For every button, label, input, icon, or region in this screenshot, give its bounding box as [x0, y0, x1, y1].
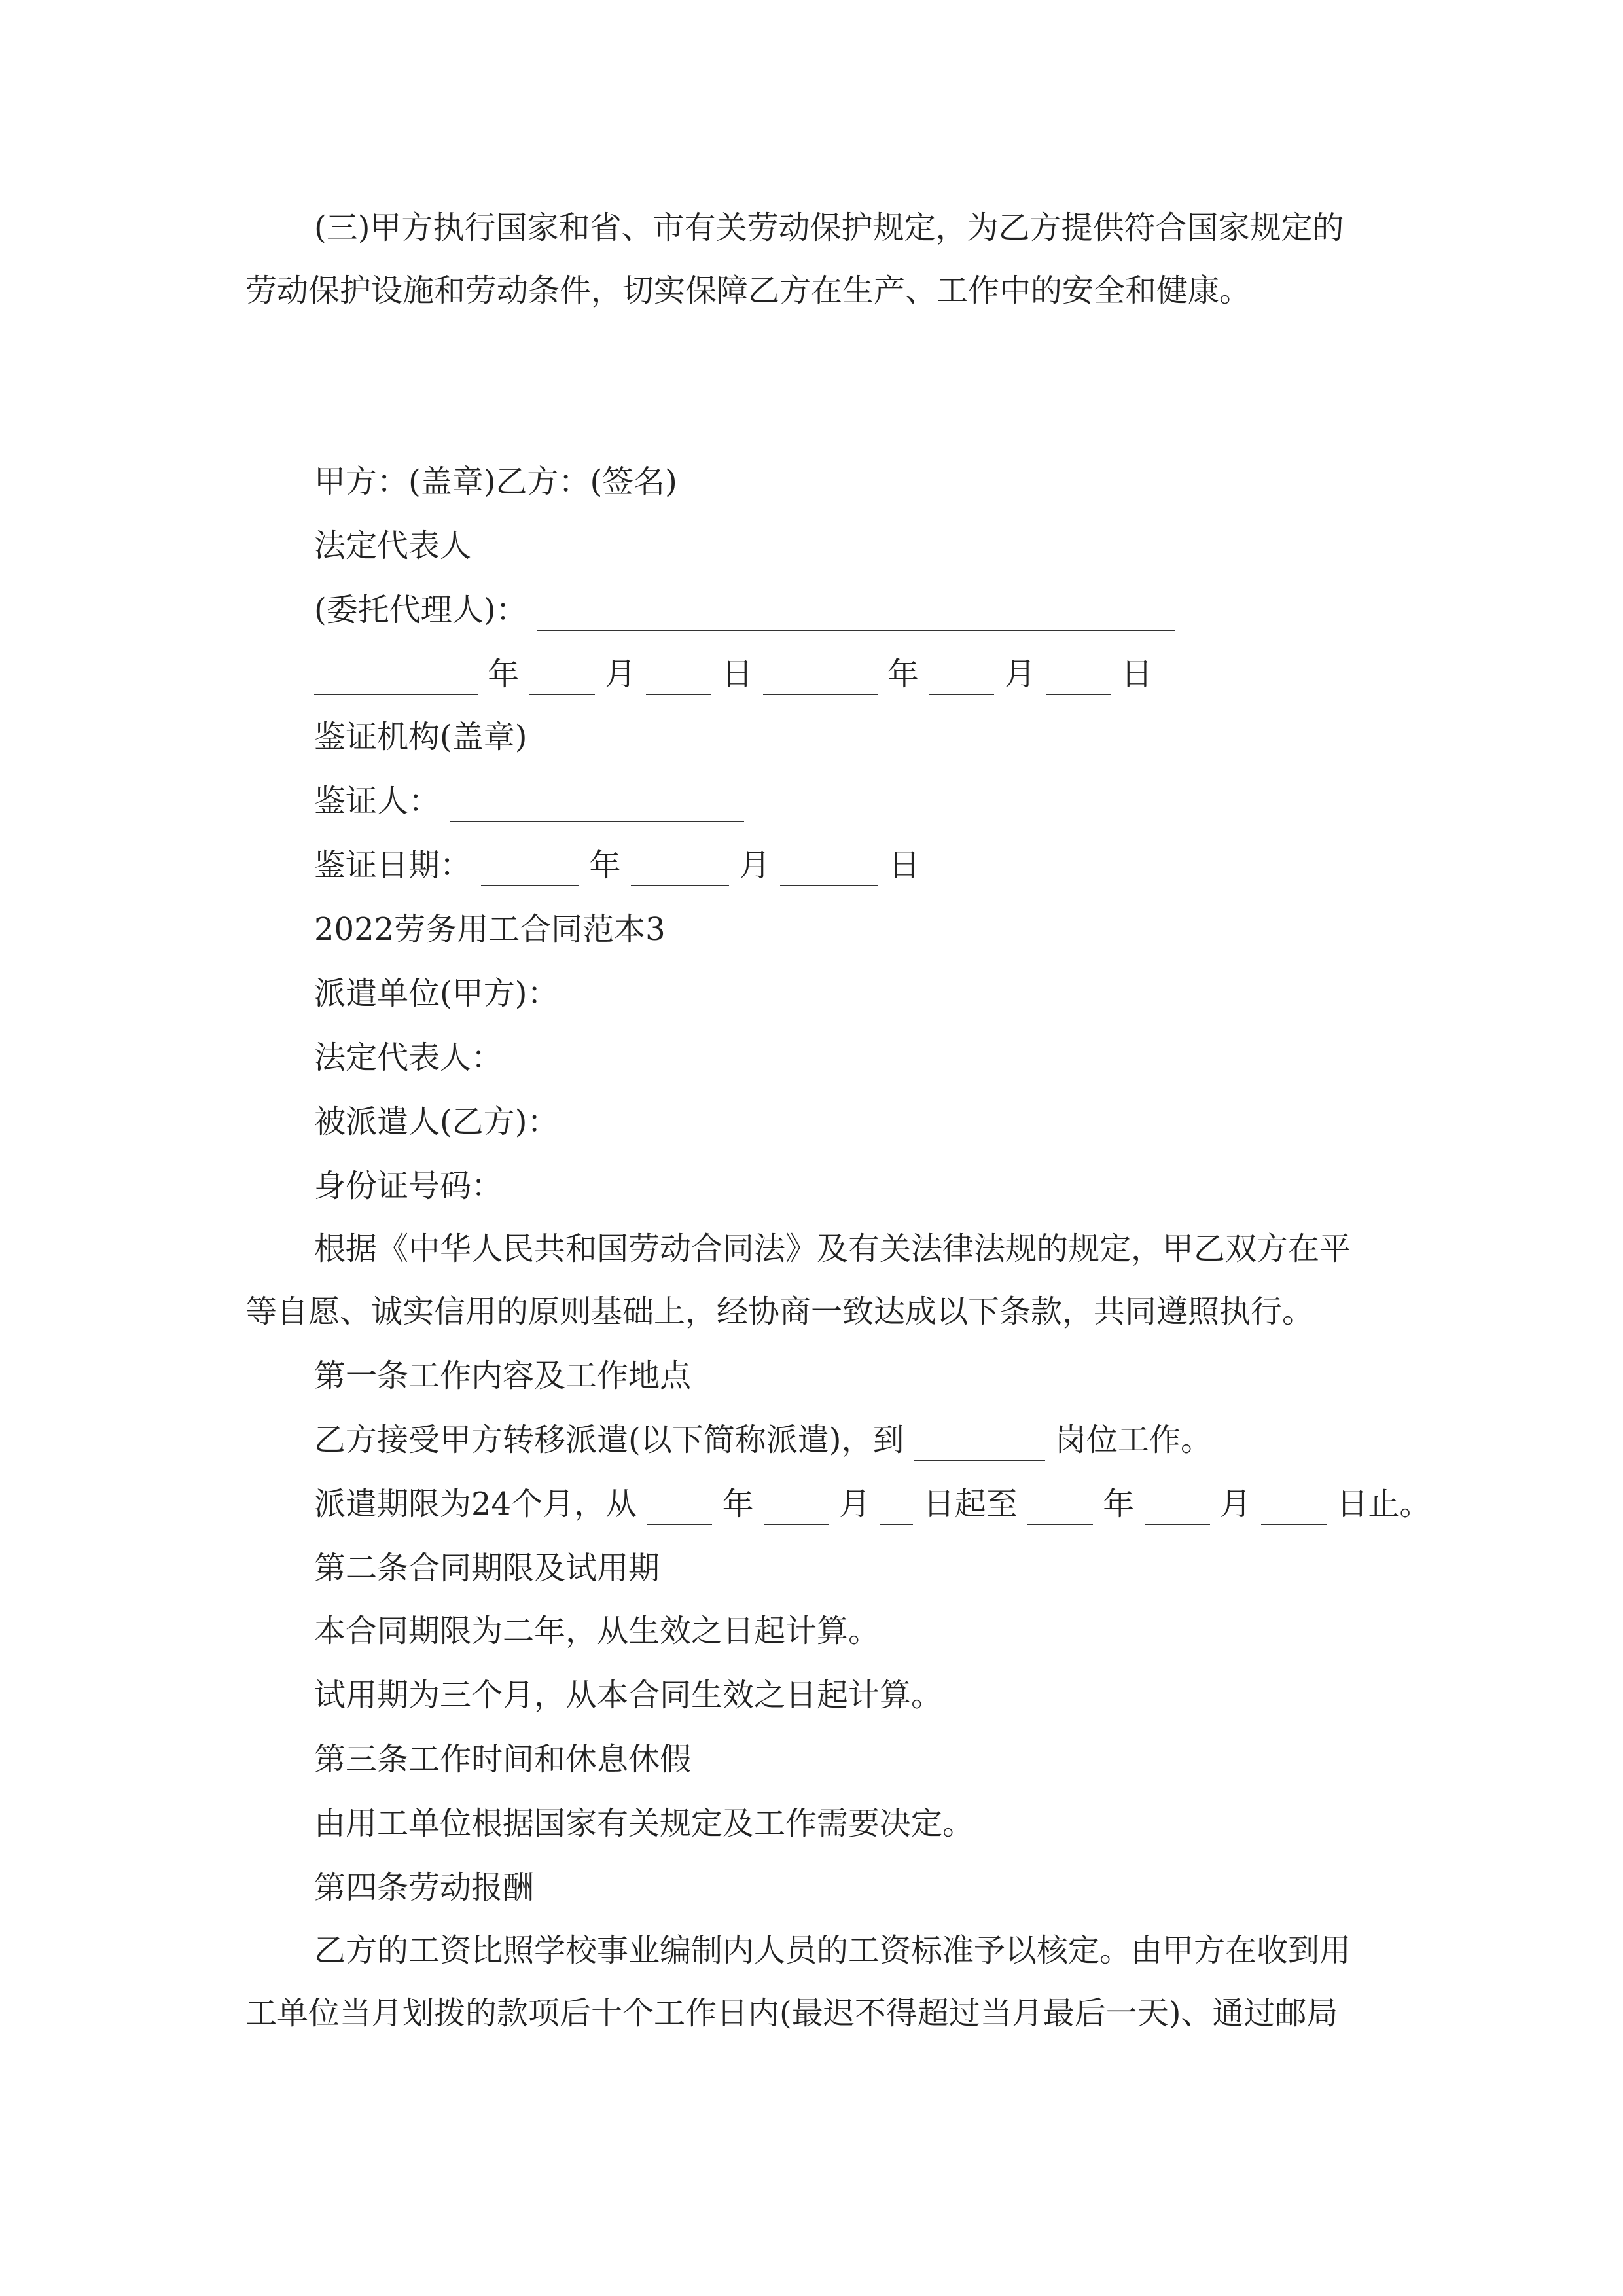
- article-1-post-prefix: 乙方接受甲方转移派遣(以下简称派遣)，到: [314, 1422, 904, 1458]
- year-blank-2: [763, 693, 878, 695]
- month-label-1: 月: [604, 656, 636, 692]
- basis-line-2: 等自愿、诚实信用的原则基础上，经协商一致达成以下条款，共同遵照执行。: [245, 1293, 1314, 1330]
- term-day-blank-2: [1261, 1523, 1327, 1525]
- day-blank-2: [1046, 693, 1111, 695]
- term-year-blank-2: [1027, 1523, 1093, 1525]
- vd-month-label: 月: [739, 847, 771, 884]
- verifier-blank: [450, 820, 744, 822]
- article-3-title: 第三条工作时间和休息休假: [314, 1741, 692, 1778]
- day-label-1: 日: [721, 656, 753, 692]
- article-4-line-1: 乙方的工资比照学校事业编制内人员的工资标准予以核定。由甲方在收到用: [314, 1932, 1351, 1969]
- agent-row: [314, 589, 1175, 631]
- term-day-blank-1: [880, 1523, 913, 1525]
- post-blank: [914, 1459, 1045, 1461]
- term-year-1: 年: [722, 1486, 754, 1522]
- agent-label: (委托代理人)：: [314, 592, 527, 628]
- day-label-2: 日: [1121, 656, 1153, 692]
- term-month-1: 月: [839, 1486, 871, 1522]
- year-label-1: 年: [488, 656, 520, 692]
- vd-month-blank: [631, 884, 729, 886]
- month-blank-1: [529, 693, 595, 695]
- basis-line-1: 根据《中华人民共和国劳动合同法》及有关法律法规的规定，甲乙双方在平: [314, 1230, 1351, 1267]
- sign-parties: 甲方：(盖章)乙方：(签名): [314, 463, 677, 500]
- dispatch-unit: 派遣单位(甲方)：: [314, 975, 559, 1012]
- term-year-blank-1: [647, 1523, 712, 1525]
- vd-day-label: 日: [888, 847, 920, 884]
- verification-date-row: [314, 844, 920, 886]
- clause-3-line-1: (三)甲方执行国家和省、市有关劳动保护规定，为乙方提供符合国家规定的: [314, 209, 1344, 246]
- legal-representative-2: 法定代表人：: [314, 1039, 503, 1076]
- verifier-label: 鉴证人：: [314, 783, 440, 819]
- day-blank-1: [646, 693, 711, 695]
- clause-3-paragraph: [245, 207, 1344, 312]
- article-2-title: 第二条合同期限及试用期: [314, 1550, 660, 1587]
- agent-blank: [537, 629, 1175, 631]
- year-blank-1: [314, 693, 478, 695]
- sample-title: 2022劳务用工合同范本3: [314, 911, 666, 948]
- verifier-row: [314, 780, 744, 822]
- term-month-blank-2: [1145, 1523, 1210, 1525]
- article-3-body: 由用工单位根据国家有关规定及工作需要决定。: [314, 1805, 974, 1842]
- basis-paragraph: [245, 1228, 1351, 1333]
- article-1-post-suffix: 岗位工作。: [1055, 1422, 1213, 1458]
- article-1-post-row: [314, 1419, 1212, 1461]
- article-4-paragraph: [245, 1929, 1351, 2034]
- term-month-2: 月: [1219, 1486, 1251, 1522]
- term-day-1: 日起至: [923, 1486, 1018, 1522]
- vd-year-blank: [481, 884, 579, 886]
- term-year-2: 年: [1103, 1486, 1135, 1522]
- month-label-2: 月: [1004, 656, 1036, 692]
- id-number: 身份证号码：: [314, 1168, 503, 1204]
- term-prefix: 派遣期限为24个月，从: [314, 1486, 637, 1522]
- verification-date-label: 鉴证日期：: [314, 847, 472, 884]
- article-1-title: 第一条工作内容及工作地点: [314, 1357, 692, 1394]
- clause-3-line-2: 劳动保护设施和劳动条件，切实保障乙方在生产、工作中的安全和健康。: [245, 272, 1251, 309]
- article-2-probation: 试用期为三个月，从本合同生效之日起计算。: [314, 1677, 943, 1713]
- legal-representative-label: 法定代表人: [314, 528, 472, 564]
- signing-date-row: [314, 653, 1152, 695]
- month-blank-2: [929, 693, 994, 695]
- article-4-line-2: 工单位当月划拨的款项后十个工作日内(最迟不得超过当月最后一天)、通过邮局: [245, 1995, 1338, 2032]
- year-label-2: 年: [887, 656, 919, 692]
- dispatched-person: 被派遣人(乙方)：: [314, 1103, 559, 1140]
- term-day-2: 日止。: [1336, 1486, 1431, 1522]
- term-month-blank-1: [764, 1523, 829, 1525]
- vd-year-label: 年: [589, 847, 621, 884]
- vd-day-blank: [780, 884, 878, 886]
- verification-org: 鉴证机构(盖章): [314, 719, 527, 755]
- article-4-title: 第四条劳动报酬: [314, 1869, 535, 1906]
- article-2-contract-term: 本合同期限为二年，从生效之日起计算。: [314, 1613, 880, 1649]
- article-1-term-row: [314, 1483, 1431, 1525]
